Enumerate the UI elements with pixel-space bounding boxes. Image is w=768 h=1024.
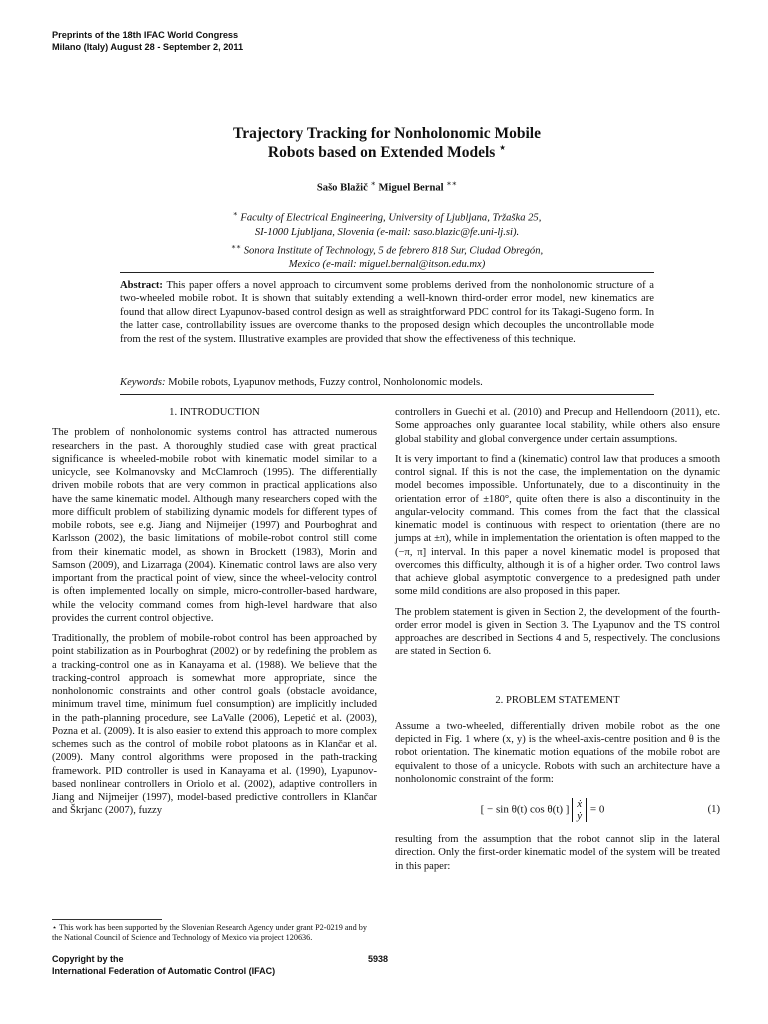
section-heading-problem-statement: 2. PROBLEM STATEMENT	[495, 694, 620, 706]
abstract	[120, 279, 654, 346]
preprint-line-1: Preprints of the 18th IFAC World Congress	[52, 30, 239, 40]
abstract-label: Abstract:	[120, 280, 163, 291]
affiliation-text-3: Sonora Institute of Technology, 5 de febrero 818 Sur, Ciudad Obregón,	[243, 245, 544, 257]
author-2-mark: ∗∗	[446, 179, 458, 188]
section-heading-introduction: 1. INTRODUCTION	[169, 407, 260, 418]
copyright-notice	[52, 954, 275, 977]
title-line-1: Trajectory Tracking for Nonholonomic Mobile	[233, 125, 541, 142]
footnote-mark: ⋆	[52, 923, 58, 932]
title-footnote-star: ⋆	[499, 141, 507, 154]
equation-1-vector	[572, 798, 587, 822]
abstract-top-rule	[120, 272, 654, 273]
author-1-mark: ∗	[370, 179, 376, 188]
author-1: Sašo Blažič	[316, 182, 368, 194]
affiliations	[120, 207, 654, 272]
intro-paragraph-2: Traditionally, the problem of mobile-robot control has been approached by point stabilization as in Pourboghrat (2002) or by redefining the problem as a tracking-control one as in Kanayama et al. (1988). We believe that the tracking-control approach is somewhat more appropriate, since the nonholonomic constraints and other control goals (obstacle avoidance, minimum travel time, minimum fuel consumption) are implicitly included in the path-planning procedure, see LaValle (2006), Lepetić et al. (2003), Pozna et al. (2009). It is also easier to extend this approach to more complex schemes such as the control of mobile robot platoons as in Klančar et al. (2009). Many control algorithms were proposed in the path-tracking framework. PID controller is used in Kanayama et al. (1990), Lyapunov-based nonlinear controllers in Oriolo et al. (2002), adaptive controllers in Jiang and Nijmeijer (1997), model-based predictive controllers in Klančar and Škrjanc (2007), fuzzy	[52, 633, 377, 817]
title-line-2-text: Robots based on Extended Models	[267, 144, 496, 161]
keywords-label: Keywords:	[120, 377, 166, 388]
author-2: Miguel Bernal	[378, 182, 444, 194]
equation-1-vector-top: ẋ	[577, 798, 583, 810]
affiliation-line-1	[120, 207, 654, 226]
problem-paragraph-2: resulting from the assumption that the robot cannot slip in the lateral direction. Only the first-order kinematic model of the system will be treated in this paper:	[395, 834, 720, 872]
right-paragraph-2: It is very important to find a (kinematic) control law that produces a smooth control signal. If this is not the case, the implementation on the dynamic model becomes impossible. Unfortunately, due to a discontinuity in the orientation error of ±180°, quite often there is also a discontinuity in the angular-velocity command. This comes from the fact that the classical kinematic model is continuous with respect to orientation (there are no jumps at ±π), while in implementation the orientation is often mapped to the (−π, π] interval. In this paper a novel kinematic model is proposed that overcomes this difficulty, although it is of a higher order. Two control laws that achieve global asymptotic convergence to a predesigned path under some mild conditions are also proposed in this paper.	[395, 453, 720, 598]
right-column	[395, 406, 720, 880]
problem-paragraph-1: Assume a two-wheeled, differentially driven mobile robot as the one depicted in Fig. 1 where (x, y) is the wheel-axis-centre position and θ is the robot orientation. The kinematic motion equations of the mobile robot are equivalent to those of a unicycle. Robots with such an architecture have a nonholonomic constraint of the form:	[395, 720, 720, 785]
keywords-text: Mobile robots, Lyapunov methods, Fuzzy control, Nonholonomic models.	[168, 377, 483, 388]
equation-1-left: [ − sin θ(t) cos θ(t) ]	[480, 803, 570, 816]
equation-1-right: = 0	[589, 803, 605, 816]
right-paragraph-3: The problem statement is given in Section 2, the development of the fourth-order error model is given in Section 3. The Lyapunov and the TS control approaches are described in Sections 4 and 5, respectively. The conclusions are stated in Section 6.	[395, 606, 720, 658]
affiliation-mark-2: ∗∗	[230, 241, 242, 251]
page-number: 5938	[368, 954, 389, 964]
left-column	[52, 406, 377, 825]
copyright-line-1: Copyright by the	[52, 954, 124, 964]
preprint-header	[52, 29, 243, 53]
intro-paragraph-1: The problem of nonholonomic systems control has attracted numerous researchers in the past. A thoroughly studied case with great practical significance is wheeled-mobile robot with kinematic model similar to a unicycle, see Kolmanovsky and McClamroch (1995). The differentially driven mobile robots that are very common in practical applications also have the same kinematic model. Although many researchers coped with the more difficult problem of stabilizing dynamic models for different types of mobile robots, see e.g. Jiang and Nijmeijer (1997) and Pourboghrat and Karlsson (2002), the basic limitations of mobile-robot control still come from their kinematic model, as shown in Brockett (1983), Morin and Samson (2009), and Lizarraga (2004). Kinematic control laws are also very important from the practical point of view, since the wheel-velocity control is often implemented locally on simple, micro-controller-based hardware, while the velocity command comes from high-level hardware that also provides the current control objective.	[52, 427, 377, 624]
abstract-text: This paper offers a novel approach to circumvent some problems derived from the nonholonomic structure of a two-wheeled mobile robot. It is shown that suitably extending a well-known third-order error model, new kinematics are found that allow direct Lyapunov-based control design as well as straightforward PDC control for its Takagi-Sugeno form. In the latter case, controllability issues are overcome thanks to the proposed design which decouples the uncontrollable mode from the rest of the system. Illustrative examples are provided that show the effectiveness of this technique.	[120, 280, 654, 345]
equation-1-number: (1)	[707, 804, 720, 816]
preprint-line-2: Milano (Italy) August 28 - September 2, 2011	[52, 42, 244, 52]
equation-1-vector-bottom: ẏ	[577, 810, 583, 822]
author-list	[120, 179, 654, 194]
affiliation-mark-1: ∗	[232, 209, 238, 218]
affiliation-text-1: Faculty of Electrical Engineering, University of Ljubljana, Tržaška 25,	[240, 212, 542, 224]
footnote	[52, 923, 377, 944]
affiliation-line-2: SI-1000 Ljubljana, Slovenia (e-mail: saso.blazic@fe.uni-lj.si).	[254, 226, 520, 238]
equation-1	[395, 793, 720, 827]
paper-title	[120, 124, 654, 162]
footnote-text: This work has been supported by the Slovenian Research Agency under grant P2-0219 and by the National Council of Science and Technology of Mexico via project 120636.	[52, 923, 367, 943]
right-paragraph-1: controllers in Guechi et al. (2010) and Precup and Hellendoorn (2011), etc. Some approaches only guarantee local stability, while others also ensure global stability and global convergence under certain assumptions.	[395, 407, 720, 445]
equation-1-body	[395, 798, 690, 822]
keywords	[120, 377, 654, 388]
keywords-bottom-rule	[120, 394, 654, 395]
footnote-rule	[52, 919, 162, 920]
affiliation-line-3	[120, 240, 654, 259]
title-line-2	[120, 143, 654, 162]
copyright-line-2: International Federation of Automatic Control (IFAC)	[52, 965, 276, 976]
affiliation-line-4: Mexico (e-mail: miguel.bernal@itson.edu.mx)	[288, 259, 486, 271]
section-spacer	[395, 666, 720, 694]
